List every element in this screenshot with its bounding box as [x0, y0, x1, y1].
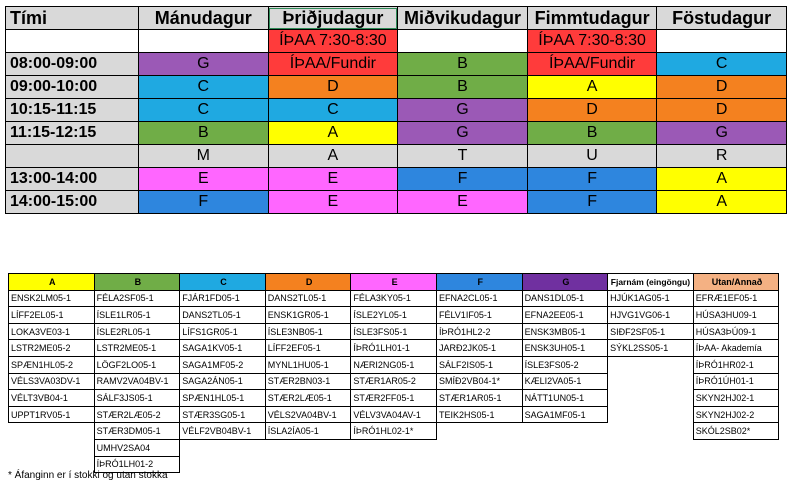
course-row: [9, 323, 779, 340]
schedule-block-cell: A: [657, 168, 787, 191]
course-code-cell: SKYN2HJ02-2: [693, 406, 779, 423]
course-code-cell: SMÍÐ2VB04-1*: [436, 373, 522, 390]
course-code-cell: ÍÞAA- Akademía: [693, 340, 779, 357]
course-code-cell: FÉLA2SF05-1: [94, 290, 180, 307]
schedule-block-cell: G: [657, 122, 787, 145]
course-row: [9, 406, 779, 423]
course-code-cell: ÍSLE3FS05-2: [522, 356, 608, 373]
schedule-block-cell: A: [268, 122, 398, 145]
schedule-block-cell: G: [398, 99, 528, 122]
empty-cell: [608, 456, 694, 473]
course-code-cell: VÉLF2VB04BV-1: [180, 423, 266, 440]
course-code-cell: ÍÞRÓ1LH01-2: [94, 456, 180, 473]
course-code-cell: MYNL1HU05-1: [265, 356, 351, 373]
course-row: [9, 423, 779, 440]
course-block-header: E: [351, 274, 437, 291]
course-code-cell: KÆLI2VA05-1: [522, 373, 608, 390]
course-code-cell: JARÐ2JK05-1: [436, 340, 522, 357]
schedule-block-cell: F: [527, 168, 657, 191]
empty-cell: [180, 439, 266, 456]
day-header: Föstudagur: [657, 7, 787, 30]
empty-cell: [436, 439, 522, 456]
empty-cell: [265, 439, 351, 456]
course-code-cell: SKÓL2SB02*: [693, 423, 779, 440]
schedule-row: [6, 99, 787, 122]
course-code-cell: SKYN2HJ02-1: [693, 390, 779, 407]
time-slot-cell: 11:15-12:15: [6, 122, 139, 145]
schedule-block-cell: U: [527, 145, 657, 168]
course-code-cell: ENSK3MB05-1: [522, 323, 608, 340]
schedule-block-cell: F: [139, 191, 269, 214]
course-row: [9, 307, 779, 324]
schedule-header-row: [6, 7, 787, 30]
course-block-table: [8, 273, 779, 473]
schedule-block-cell: G: [398, 122, 528, 145]
course-code-cell: TEIK2HS05-1: [436, 406, 522, 423]
schedule-block-cell: T: [398, 145, 528, 168]
course-code-cell: ÍSLA2ÍA05-1: [265, 423, 351, 440]
course-code-cell: ÍSLE1LR05-1: [94, 307, 180, 324]
time-slot-cell: 08:00-09:00: [6, 53, 139, 76]
empty-cell: [608, 390, 694, 407]
course-code-cell: ÍSLE2YL05-1: [351, 307, 437, 324]
course-code-cell: FJÁR1FD05-1: [180, 290, 266, 307]
course-row: [9, 340, 779, 357]
course-code-cell: RAMV2VA04BV-1: [94, 373, 180, 390]
course-code-cell: VÉLV3VA04AV-1: [351, 406, 437, 423]
course-row: [9, 290, 779, 307]
course-code-cell: LOKA3VE03-1: [9, 323, 95, 340]
schedule-block-cell: C: [268, 99, 398, 122]
course-code-cell: EFNA2EE05-1: [522, 307, 608, 324]
course-code-cell: HÚSA3ÞÚ09-1: [693, 323, 779, 340]
empty-cell: [265, 456, 351, 473]
course-code-cell: ÍÞRÓ1HL2-2: [436, 323, 522, 340]
day-header: Fimmtudagur: [527, 7, 657, 30]
course-code-cell: SIÐF2SF05-1: [608, 323, 694, 340]
course-code-cell: LSTR2ME05-2: [9, 340, 95, 357]
course-block-header: Fjarnám (eingöngu): [608, 274, 694, 291]
schedule-block-cell: D: [657, 99, 787, 122]
schedule-block-cell: ÍÞAA 7:30-8:30: [527, 30, 657, 53]
course-row: [9, 439, 779, 456]
schedule-block-cell: ÍÞAA/Fundir: [527, 53, 657, 76]
course-row: [9, 373, 779, 390]
empty-cell: [436, 456, 522, 473]
course-block-header: C: [180, 274, 266, 291]
course-code-cell: NÆRI2NG05-1: [351, 356, 437, 373]
schedule-block-cell: C: [139, 76, 269, 99]
schedule-block-cell: A: [527, 76, 657, 99]
course-code-cell: LSTR2ME05-1: [94, 340, 180, 357]
schedule-block-cell: C: [139, 99, 269, 122]
time-slot-cell: 09:00-10:00: [6, 76, 139, 99]
schedule-block-cell: E: [398, 191, 528, 214]
course-code-cell: SÁLF2IS05-1: [436, 356, 522, 373]
time-slot-cell: [6, 30, 139, 53]
course-code-cell: VÉLS3VA03DV-1: [9, 373, 95, 390]
schedule-block-cell: R: [657, 145, 787, 168]
course-code-cell: ENSK1GR05-1: [265, 307, 351, 324]
course-code-cell: UMHV2SA04: [94, 439, 180, 456]
empty-cell: [608, 423, 694, 440]
schedule-block-cell: C: [657, 53, 787, 76]
schedule-block-cell: E: [268, 191, 398, 214]
course-code-cell: DANS1DL05-1: [522, 290, 608, 307]
weekly-schedule-table: [5, 6, 787, 214]
empty-cell: [608, 373, 694, 390]
empty-cell: [351, 456, 437, 473]
day-header: Mánudagur: [139, 7, 269, 30]
course-code-cell: NÁTT1UN05-1: [522, 390, 608, 407]
course-code-cell: ÍÞRÓ1ÚH01-1: [693, 373, 779, 390]
course-code-cell: STÆR3SG05-1: [180, 406, 266, 423]
course-row: [9, 390, 779, 407]
empty-cell: [522, 423, 608, 440]
course-code-cell: HJVG1VG06-1: [608, 307, 694, 324]
schedule-block-cell: G: [139, 53, 269, 76]
course-code-cell: HÚSA3HU09-1: [693, 307, 779, 324]
course-block-header: D: [265, 274, 351, 291]
schedule-block-cell: B: [527, 122, 657, 145]
empty-cell: [693, 456, 779, 473]
schedule-block-cell: E: [268, 168, 398, 191]
empty-cell: [608, 356, 694, 373]
empty-cell: [608, 439, 694, 456]
course-code-cell: STÆR2LÆ05-1: [265, 390, 351, 407]
course-code-cell: SAGA1MF05-2: [180, 356, 266, 373]
course-code-cell: SPÆN1HL05-1: [180, 390, 266, 407]
course-code-cell: ÍÞRÓ1HR02-1: [693, 356, 779, 373]
schedule-block-cell: B: [398, 76, 528, 99]
course-code-cell: ÍSLE3NB05-1: [265, 323, 351, 340]
course-code-cell: UPPT1RV05-1: [9, 406, 95, 423]
footnote: * Áfanginn er í stokki og utan stokka: [8, 470, 168, 481]
empty-cell: [693, 439, 779, 456]
course-code-cell: ÍSLE2RL05-1: [94, 323, 180, 340]
course-code-cell: EFNA2CL05-1: [436, 290, 522, 307]
schedule-row: [6, 122, 787, 145]
schedule-block-cell: B: [398, 53, 528, 76]
day-header: Þriðjudagur: [268, 7, 398, 30]
schedule-block-cell: F: [527, 191, 657, 214]
time-slot-cell: 10:15-11:15: [6, 99, 139, 122]
schedule-block-cell: D: [657, 76, 787, 99]
course-code-cell: SAGA1KV05-1: [180, 340, 266, 357]
course-code-cell: SAGA1MF05-1: [522, 406, 608, 423]
schedule-row: [6, 168, 787, 191]
schedule-block-cell: M: [139, 145, 269, 168]
course-code-cell: DANS2TL05-1: [180, 307, 266, 324]
empty-cell: [436, 423, 522, 440]
course-code-cell: STÆR3DM05-1: [94, 423, 180, 440]
course-code-cell: FÉLV1IF05-1: [436, 307, 522, 324]
schedule-block-cell: B: [139, 122, 269, 145]
course-code-cell: EFRÆ1EF05-1: [693, 290, 779, 307]
course-code-cell: VÉLS2VA04BV-1: [265, 406, 351, 423]
course-code-cell: LÖGF2LO05-1: [94, 356, 180, 373]
course-code-cell: STÆR1AR05-2: [351, 373, 437, 390]
course-code-cell: LÍFS1GR05-1: [180, 323, 266, 340]
schedule-block-cell: ÍÞAA/Fundir: [268, 53, 398, 76]
time-slot-cell: [6, 145, 139, 168]
course-code-cell: DANS2TL05-1: [265, 290, 351, 307]
course-code-cell: STÆR2BN03-1: [265, 373, 351, 390]
course-code-cell: STÆR2FF05-1: [351, 390, 437, 407]
schedule-block-cell: A: [268, 145, 398, 168]
schedule-row: [6, 53, 787, 76]
schedule-row: [6, 145, 787, 168]
schedule-block-cell: A: [657, 191, 787, 214]
course-block-header: G: [522, 274, 608, 291]
schedule-block-cell: E: [139, 168, 269, 191]
schedule-row: [6, 30, 787, 53]
course-block-header: B: [94, 274, 180, 291]
schedule-block-cell: [657, 30, 787, 53]
schedule-block-cell: D: [268, 76, 398, 99]
time-slot-cell: 13:00-14:00: [6, 168, 139, 191]
course-code-cell: SPÆN1HL05-2: [9, 356, 95, 373]
course-row: [9, 356, 779, 373]
course-code-cell: VÉLT3VB04-1: [9, 390, 95, 407]
course-code-cell: STÆR1AR05-1: [436, 390, 522, 407]
schedule-block-cell: [139, 30, 269, 53]
schedule-block-cell: D: [527, 99, 657, 122]
course-code-cell: SAGA2ÁN05-1: [180, 373, 266, 390]
course-block-header: Utan/Annað: [693, 274, 779, 291]
course-code-cell: STÆR2LÆ05-2: [94, 406, 180, 423]
course-code-cell: LÍFF2EL05-1: [9, 307, 95, 324]
schedule-row: [6, 191, 787, 214]
empty-cell: [9, 439, 95, 456]
course-code-cell: ENSK3UH05-1: [522, 340, 608, 357]
schedule-row: [6, 76, 787, 99]
course-block-header: A: [9, 274, 95, 291]
course-header-row: [9, 274, 779, 291]
course-code-cell: SÝKL2SS05-1: [608, 340, 694, 357]
course-code-cell: HJÚK1AG05-1: [608, 290, 694, 307]
empty-cell: [522, 456, 608, 473]
course-code-cell: SÁLF3JS05-1: [94, 390, 180, 407]
course-code-cell: LÍFF2EF05-1: [265, 340, 351, 357]
course-code-cell: FÉLA3KY05-1: [351, 290, 437, 307]
schedule-block-cell: [398, 30, 528, 53]
course-code-cell: ÍÞRÓ1LH01-1: [351, 340, 437, 357]
schedule-block-cell: ÍÞAA 7:30-8:30: [268, 30, 398, 53]
empty-cell: [9, 423, 95, 440]
time-slot-cell: 14:00-15:00: [6, 191, 139, 214]
course-code-cell: ÍÞRÓ1HL02-1*: [351, 423, 437, 440]
course-block-header: F: [436, 274, 522, 291]
empty-cell: [522, 439, 608, 456]
time-column-header: Tími: [6, 7, 139, 30]
schedule-block-cell: F: [398, 168, 528, 191]
course-code-cell: ENSK2LM05-1: [9, 290, 95, 307]
day-header: Miðvikudagur: [398, 7, 528, 30]
empty-cell: [180, 456, 266, 473]
course-code-cell: ÍSLE3FS05-1: [351, 323, 437, 340]
empty-cell: [351, 439, 437, 456]
empty-cell: [608, 406, 694, 423]
